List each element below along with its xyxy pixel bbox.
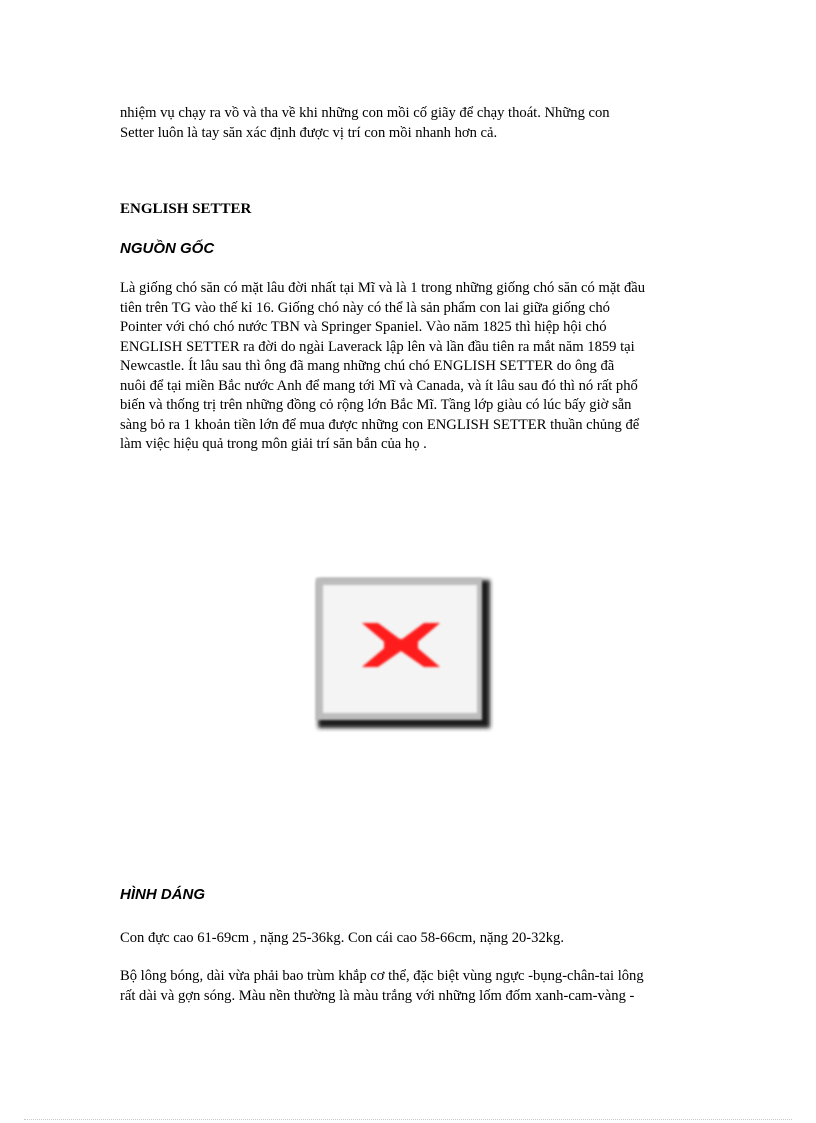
text-line: Setter luôn là tay săn xác định được vị trí con mồi nhanh hơn cả.: [120, 124, 498, 141]
appearance-heading: HÌNH DÁNG: [120, 886, 205, 903]
text-line: nuôi để tại miền Bắc nước Anh để mang tới Mĩ và Canada, và ít lâu sau đó thì nó rất phổ: [120, 377, 638, 394]
text-line: Newcastle. Ít lâu sau thì ông đã mang những chú chó ENGLISH SETTER do ông đã: [120, 358, 615, 374]
text-line: Con đực cao 61-69cm , nặng 25-36kg. Con cái cao 58-66cm, nặng 20-32kg.: [120, 930, 564, 946]
text-line: nhiệm vụ chạy ra vồ và tha về khi những con mồi cố giãy để chạy thoát. Những con: [120, 105, 610, 121]
coat-paragraph: [120, 967, 700, 1006]
page-bottom-divider: [24, 1119, 792, 1120]
text-line: rất dài và gợn sóng. Màu nền thường là màu trắng với những lốm đốm xanh-cam-vàng -: [120, 987, 635, 1004]
text-line: sàng bỏ ra 1 khoản tiền lớn để mua được những con ENGLISH SETTER thuần chủng để: [120, 416, 640, 433]
text-line: ENGLISH SETTER ra đời do ngài Laverack lập lên và lần đầu tiên ra mắt năm 1859 tại: [120, 338, 635, 355]
origin-paragraph: [120, 279, 700, 455]
text-line: làm việc hiệu quả trong môn giải trí săn bắn của họ .: [120, 436, 427, 452]
text-line: Bộ lông bóng, dài vừa phải bao trùm khắp cơ thể, đặc biệt vùng ngực -bụng-chân-tai lông: [120, 968, 644, 984]
text-line: Pointer với chó chó nước TBN và Springer Spaniel. Vào năm 1825 thì hiệp hội chó: [120, 319, 607, 335]
intro-paragraph: [120, 104, 700, 143]
origin-heading: NGUỒN GỐC: [120, 240, 215, 257]
section-title: ENGLISH SETTER: [120, 201, 252, 217]
text-line: biến và thống trị trên những đồng cỏ rộng lớn Bắc Mĩ. Tầng lớp giàu có lúc bấy giờ sẵn: [120, 397, 632, 413]
size-paragraph: [120, 929, 700, 949]
text-line: tiên trên TG vào thế kỉ 16. Giống chó này có thể là sản phẩm con lai giữa giống chó: [120, 299, 610, 316]
broken-image-icon: [306, 570, 496, 735]
text-line: Là giống chó săn có mặt lâu đời nhất tại Mĩ và là 1 trong những giống chó săn có mặt đầu: [120, 280, 646, 296]
